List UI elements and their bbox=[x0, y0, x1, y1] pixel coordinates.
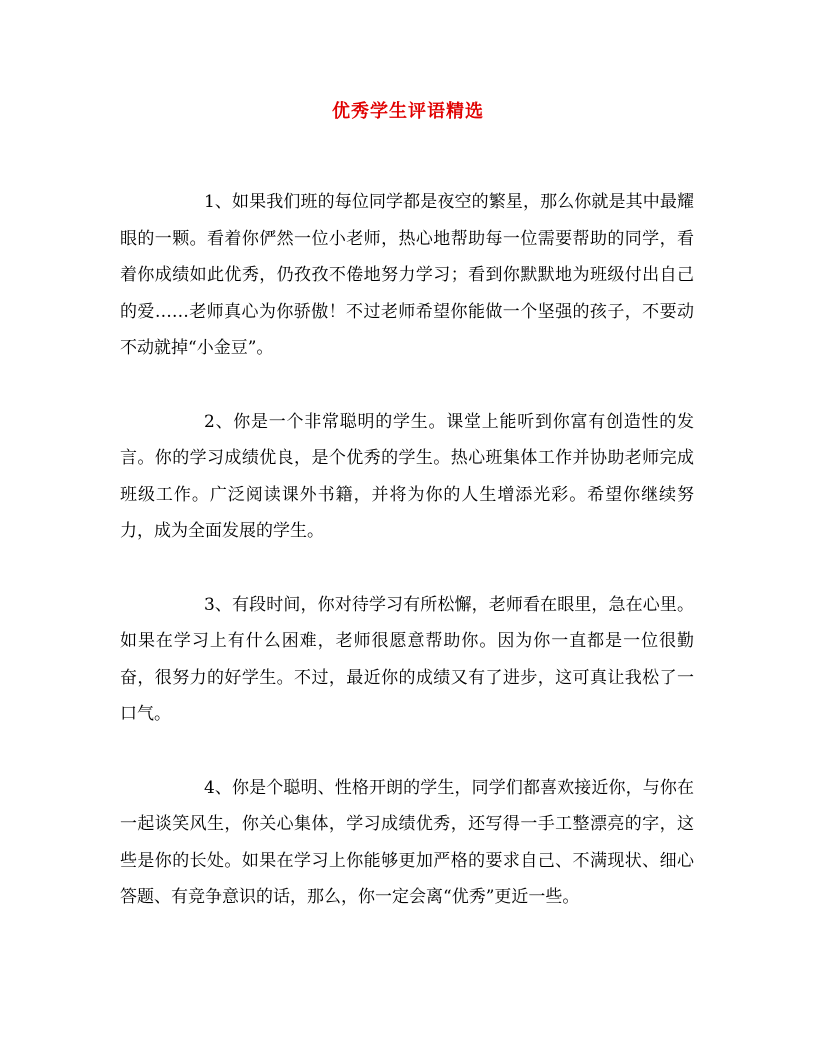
paragraph-4: 4、你是个聪明、性格开朗的学生，同学们都喜欢接近你，与你在一起谈笑风生，你关心集体，学习成绩优秀，还写得一手工整漂亮的字，这些是你的长处。如果在学习上你能够更加严格的要求自己、不满现状、细心答题、有竞争意识的话，那么，你一定会离“优秀”更近一些。 bbox=[120, 777, 694, 907]
document-body bbox=[120, 184, 694, 953]
paragraph-1: 1、如果我们班的每位同学都是夜空的繁星，那么你就是其中最耀眼的一颗。看着你俨然一位小老师，热心地帮助每一位需要帮助的同学，看着你成绩如此优秀，仍孜孜不倦地努力学习；看到你默默地为班级付出自己的爱……老师真心为你骄傲！不过老师希望你能做一个坚强的孩子，不要动不动就掉“小金豆”。 bbox=[120, 192, 694, 358]
paragraph-3: 3、有段时间，你对待学习有所松懈，老师看在眼里，急在心里。如果在学习上有什么困难，老师很愿意帮助你。因为你一直都是一位很勤奋，很努力的好学生。不过，最近你的成绩又有了进步，这可真让我松了一口气。 bbox=[120, 594, 694, 724]
document-title: 优秀学生评语精选 bbox=[332, 101, 484, 122]
paragraph-2: 2、你是一个非常聪明的学生。课堂上能听到你富有创造性的发言。你的学习成绩优良，是个优秀的学生。热心班集体工作并协助老师完成班级工作。广泛阅读课外书籍，并将为你的人生增添光彩。希望你继续努力，成为全面发展的学生。 bbox=[120, 411, 694, 541]
